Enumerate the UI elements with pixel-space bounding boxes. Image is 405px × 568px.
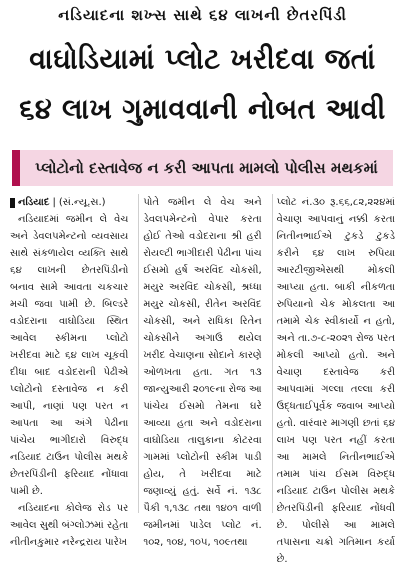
article-body <box>6 194 399 565</box>
dateline-place: નડિયાદ <box>18 197 50 208</box>
headline-line-2: ૬૪ લાખ ગુમાવવાની નોબત આવી <box>19 93 386 126</box>
headline-line-1: વાઘોડિયામાં પ્લોટ ખરીદવા જતાં <box>29 43 376 76</box>
paragraph: નડિયાદમાં જમીન લે વેચ અને ડેવલપમેન્ટનો વ્યવસાય સાથે સંકળાયેલ વ્યક્તિ સાથે ૬૪ લાખની છેતરપિંડીનો બનાવ સામે આવતા ચકચાર મચી જવા પામી છે. બિલ્ડરે વડોદરાના વાઘોડિયા સ્થિત આવેલ સ્કીમના પ્લોટો ખરીદવા માટે ૬૪ લાખ ચૂકવી દીધા બાદ વડોદરાની પેઢીએ પ્લોટોનો દસ્તાવેજ ન કરી આપી, નાણાં પણ પરત ન આપતા આ અંગે પેઢીના પાંચેય ભાગીદારો વિરુદ્ધ નડિયાદ ટાઉન પોલીસ મથકે છેતરપિંડીની ફરિયાદ નોંધાવા પામી છે. <box>10 214 129 497</box>
article-column-3 <box>272 194 399 565</box>
kicker-line: નડિયાદના શખ્સ સાથે ૬૪ લાખની છેતરપિંડી <box>58 6 347 24</box>
paragraph: પ્લોટ નં.૩૦ રૂ.૬૬,૮૨,૨૨૪માં વેચાણ આપવાનું નક્કી કરતા નિતીનભાઈએ ટુકડે ટુકડે કરીને ૬૪ લાખ રુપિયા આરટીજીએસથી મોકલી આપ્યા હતા. બાકી નીકળતા રુપિયાનો ચેક મોકલતા આ તમામે ચેક સ્વીકાર્યો ન હતો, અને તા.૭-૮-૨૦૨૧ રોજ પરત મોકલી આપ્યો હતો. અને વેચાણ દસ્તાવેજ કરી આપવામાં ગલ્લા તલ્લા કરી ઉદ્ધતાઈપૂર્વક જવાબ આપ્યો હતો. વારંવાર માગણી છતાં ૬૪ લાખ પણ પરત નહીં કરતા આ મામલે નિતીનભાઈએ તમામ પાંચ ઈસમ વિરુદ્ધ નડિયાદ ટાઉન પોલીસ મથકે છેતરપિંડીની ફરિયાદ નોંધવી છે. પોલીસે આ મામલે તપાસના ચક્રો ગતિમાન કર્યા છે. <box>276 197 395 565</box>
subheadline-banner <box>12 150 393 186</box>
paragraph: પોતે જમીન લે વેચ અને ડેવલપમેન્ટનો વેપાર કરતા હોઈ તેઓ વડોદરાના શ્રી હરી રોયલ્ટી ભાગીદારી પેઢીના પાંચ ઈસમો હર્ષ અરવિંદ ચોકસી, મયુર અરવિંદ ચોકસી, શ્રધ્ધા મયુર ચોકસી, રીતેન અરવિંદ ચોકસી, અને રાધિકા રિતેન ચોકસીને અગાઉ થયેલ ખરીદ વેચાણના સોદાને કારણે ઓળખતા હતા. ગત ૧૩ જાન્યુઆરી ૨૦૧૯ના રોજ આ પાંચેય ઈસમો તેમના ઘરે આવ્યા હતા અને વડોદરાના વાઘોડિયા તાલુકાના કોટરવા ગામમાં પ્લોટોની સ્કીમ પાડી હોય, તે ખરીદવા માટે જણાવ્યું હતું. સર્વે નં. ૧૩૮ પૈકી ૧,૧૩૮ તથા ૧૪૦૧ વાળી જમીનમાં પાડેલ પ્લોટ નં. ૧૦૨, ૧૦૪, ૧૦૫, ૧૦૯તથા <box>143 197 262 548</box>
dateline-divider: | <box>52 197 56 208</box>
article-column-2 <box>138 194 265 548</box>
dateline-marker-icon <box>10 198 15 208</box>
subheadline-text: પ્લોટોનો દસ્તાવેજ ન કરી આપતા મામલો પોલીસ મથકમાં <box>35 159 378 177</box>
dateline-agency: (સં.ન્યૂ.સ.) <box>58 197 106 208</box>
dateline <box>10 194 128 211</box>
paragraph: નડિયાદના કોલેજ રોડ પર આવેલ સુથી બંગ્લોઝમાં રહેતા નીતીનકુમાર નરેન્દ્રરાય પારેખ <box>10 503 129 548</box>
article-column-1 <box>6 194 132 548</box>
